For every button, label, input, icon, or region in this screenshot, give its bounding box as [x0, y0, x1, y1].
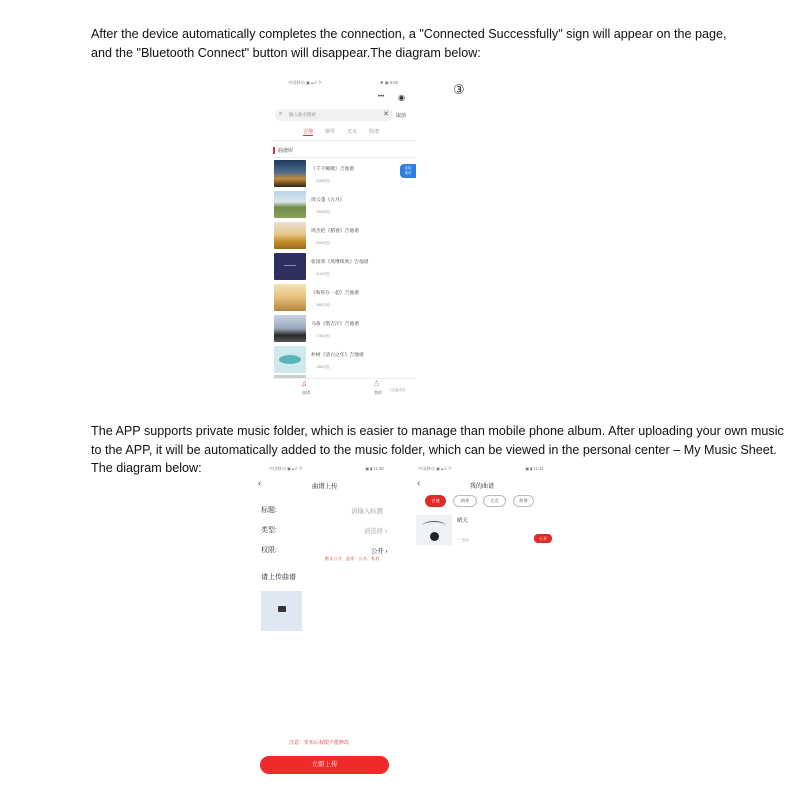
song-views: 2953浏览: [316, 210, 330, 214]
list-item[interactable]: [274, 222, 414, 249]
song-title: 周杰伦《稻香》吉他谱: [311, 229, 359, 234]
phone-screenshot-my-sheets: [413, 463, 555, 563]
badge-line-2: 成功: [404, 170, 412, 175]
permission-hint: 默认公开，选项：公开、私有: [325, 556, 380, 561]
list-item[interactable]: [274, 315, 414, 342]
divider: [272, 378, 416, 379]
upload-heading: 请上传曲谱: [261, 574, 296, 581]
phone-screenshot-upload: [257, 463, 393, 781]
permission-label: 权限:: [261, 547, 277, 554]
tab-guitar[interactable]: 吉他: [303, 129, 314, 135]
search-input[interactable]: [275, 109, 393, 121]
song-views: 2786浏览: [316, 334, 330, 338]
title-label: 标题:: [261, 507, 277, 514]
status-bar-right: ✱ ▣ 9:56: [380, 80, 398, 85]
status-bar-right: ▣ ▮ 11:31: [525, 466, 544, 471]
target-icon[interactable]: ◉: [398, 93, 405, 102]
song-thumbnail: [274, 160, 306, 187]
list-item[interactable]: [274, 253, 414, 280]
type-select[interactable]: 请选择 ›: [364, 528, 388, 535]
step-number: ③: [453, 82, 465, 97]
warning-text: 注意：发布后权限不能修改: [289, 740, 350, 746]
intro-line-1: After the device automatically completes the connection, a "Connected Successfully" sign will appear on the page,: [91, 27, 727, 41]
list-item[interactable]: [274, 346, 414, 373]
upload-button[interactable]: 立即上传: [260, 756, 389, 774]
status-bar-left: 中国移动 ▣ ▴.ıl 令: [418, 466, 452, 471]
nav-library-label[interactable]: 曲谱: [302, 390, 310, 395]
song-thumbnail: [274, 191, 306, 218]
song-meta: 一 选曲: [457, 538, 469, 542]
song-thumbnail: [274, 346, 306, 373]
song-views: 3144浏览: [316, 272, 330, 276]
tab-numbered[interactable]: 简谱: [513, 495, 534, 507]
folder-line-3: The diagram below:: [91, 461, 202, 475]
section-marker: [273, 147, 275, 154]
song-title: 《千千阙歌》吉他谱: [311, 167, 355, 172]
more-icon[interactable]: •••: [378, 94, 385, 100]
cancel-button[interactable]: 取消: [396, 113, 407, 119]
song-title: 《和你在一起》吉他谱: [311, 291, 359, 296]
divider: [272, 140, 416, 141]
nav-connection-status: ◌ 连接成功: [388, 388, 406, 392]
search-icon: ⌕: [279, 111, 283, 117]
upload-area[interactable]: [261, 591, 302, 631]
tab-numbered[interactable]: 简谱: [369, 129, 380, 135]
page-title: 我的曲谱: [470, 484, 495, 490]
person-icon[interactable]: ♙: [373, 379, 381, 388]
divider: [272, 157, 416, 158]
intro-line-2: and the "Bluetooth Connect" button will disappear.The diagram below:: [91, 45, 481, 60]
publish-status-button[interactable]: 公开: [534, 534, 552, 543]
thumbnail-mark: [284, 265, 296, 266]
back-button[interactable]: ‹: [258, 478, 262, 489]
list-item[interactable]: [274, 284, 414, 311]
status-bar-left: 中国移动 ▣ ▴.ıl 令: [269, 466, 303, 471]
song-views: 3681浏览: [316, 303, 330, 307]
title-input[interactable]: 请输入标题: [351, 508, 383, 515]
page-title: 曲谱上传: [312, 483, 338, 490]
tab-guitar[interactable]: 吉他: [425, 495, 446, 507]
song-views: 5063浏览: [316, 241, 330, 245]
music-note-icon[interactable]: ♫: [301, 379, 307, 388]
song-title: 张国荣《风继续吹》吉他谱: [311, 260, 369, 265]
status-bar-left: 中国移动 ▣ ▴.ıl 令: [288, 80, 322, 85]
connected-badge: [400, 164, 416, 178]
tree-branches: [422, 521, 446, 531]
song-views: 2860浏览: [316, 365, 330, 369]
song-title: 马条《塔吉汗》吉他谱: [311, 322, 359, 327]
badge-line-1: 连接: [404, 166, 412, 170]
record-icon: [430, 532, 439, 541]
list-item[interactable]: [274, 191, 414, 218]
song-title: 晴天: [457, 518, 468, 524]
active-tab-underline: [303, 135, 313, 136]
section-title: 曲谱库: [278, 148, 294, 154]
search-placeholder: 输入曲名搜索: [289, 112, 316, 117]
back-button[interactable]: ‹: [417, 478, 421, 489]
song-cover: [416, 515, 452, 545]
folder-line-2: to the APP, it will be automatically added to the music folder, which can be viewed in the personal center – My Music Sheet.: [91, 442, 777, 457]
status-bar-right: ▣ ▮ 11:30: [365, 466, 384, 471]
image-icon: [278, 606, 286, 612]
song-thumbnail: [274, 222, 306, 249]
intro-paragraph: [91, 25, 781, 62]
folder-line-1: The APP supports private music folder, which is easier to manage than mobile phone album. After uploading your own music: [91, 424, 784, 438]
song-views: 3038浏览: [316, 179, 330, 183]
list-item[interactable]: [274, 160, 414, 187]
song-title: 朴树《清白之年》吉他谱: [311, 353, 364, 358]
tab-piano[interactable]: 钢琴: [325, 129, 336, 135]
tab-ukulele[interactable]: 尤克: [347, 129, 358, 135]
type-label: 类型:: [261, 527, 277, 534]
permission-select[interactable]: 公开 ›: [371, 548, 388, 555]
nav-mine-label[interactable]: 我的: [374, 390, 382, 395]
clear-icon[interactable]: ✕: [383, 111, 389, 118]
song-title: 周云蓬《九月》: [311, 198, 345, 203]
song-thumbnail: [274, 253, 306, 280]
tab-piano[interactable]: 钢琴: [453, 495, 477, 507]
song-thumbnail: [274, 284, 306, 311]
tab-ukulele[interactable]: 尤克: [483, 495, 506, 507]
phone-screenshot-library: [272, 76, 416, 400]
thumbnail-mark: [279, 355, 301, 364]
song-thumbnail: [274, 315, 306, 342]
